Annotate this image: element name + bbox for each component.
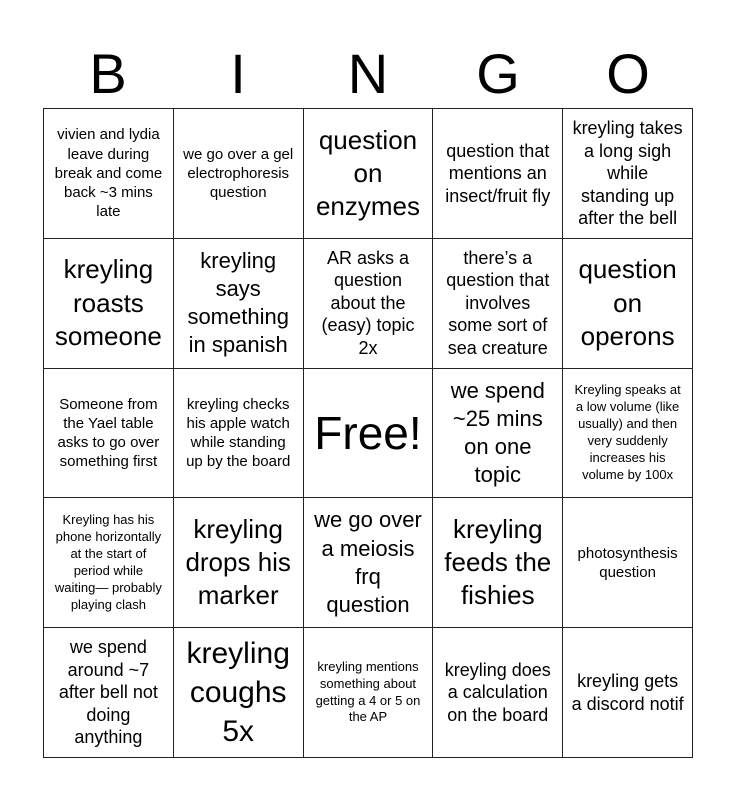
bingo-cell-r5c2[interactable]: kreyling coughs 5x xyxy=(174,628,304,758)
bingo-cell-r3c5[interactable]: Kreyling speaks at a low volume (like usually) and then very suddenly increases his volume by 100x xyxy=(563,369,693,499)
bingo-cell-r1c4[interactable]: question that mentions an insect/fruit fly xyxy=(433,109,563,239)
header-letter-i: I xyxy=(230,42,246,105)
bingo-cell-r5c4[interactable]: kreyling does a calculation on the board xyxy=(433,628,563,758)
bingo-cell-r4c1[interactable]: Kreyling has his phone horizontally at the start of period while waiting— probably playing clash xyxy=(44,498,174,628)
bingo-cell-r2c5[interactable]: question on operons xyxy=(563,239,693,369)
bingo-cell-r5c1[interactable]: we spend around ~7 after bell not doing anything xyxy=(44,628,174,758)
bingo-cell-r4c3[interactable]: we go over a meiosis frq question xyxy=(304,498,434,628)
bingo-cell-r4c2[interactable]: kreyling drops his marker xyxy=(174,498,304,628)
bingo-cell-r5c5[interactable]: kreyling gets a discord notif xyxy=(563,628,693,758)
bingo-cell-r2c3[interactable]: AR asks a question about the (easy) topic 2x xyxy=(304,239,434,369)
bingo-cell-r1c1[interactable]: vivien and lydia leave during break and come back ~3 mins late xyxy=(44,109,174,239)
bingo-cell-r3c1[interactable]: Someone from the Yael table asks to go over something first xyxy=(44,369,174,499)
bingo-cell-r2c1[interactable]: kreyling roasts someone xyxy=(44,239,174,369)
bingo-board xyxy=(43,108,693,758)
bingo-cell-r1c3[interactable]: question on enzymes xyxy=(304,109,434,239)
bingo-cell-r4c5[interactable]: photosynthesis question xyxy=(563,498,693,628)
bingo-cell-r5c3[interactable]: kreyling mentions something about getting a 4 or 5 on the AP xyxy=(304,628,434,758)
bingo-cell-r3c4[interactable]: we spend ~25 mins on one topic xyxy=(433,369,563,499)
bingo-cell-r4c4[interactable]: kreyling feeds the fishies xyxy=(433,498,563,628)
bingo-cell-r1c5[interactable]: kreyling takes a long sigh while standing up after the bell xyxy=(563,109,693,239)
header-letter-o: O xyxy=(606,42,650,105)
bingo-cell-r2c2[interactable]: kreyling says something in spanish xyxy=(174,239,304,369)
bingo-cell-r2c4[interactable]: there’s a question that involves some sort of sea creature xyxy=(433,239,563,369)
bingo-cell-r1c2[interactable]: we go over a gel electrophoresis question xyxy=(174,109,304,239)
free-space-cell[interactable]: Free! xyxy=(304,369,434,499)
bingo-cell-r3c2[interactable]: kreyling checks his apple watch while standing up by the board xyxy=(174,369,304,499)
header-letter-n: N xyxy=(347,42,389,105)
header-letter-b: B xyxy=(89,42,127,105)
bingo-header xyxy=(43,40,693,108)
header-letter-g: G xyxy=(476,42,520,105)
